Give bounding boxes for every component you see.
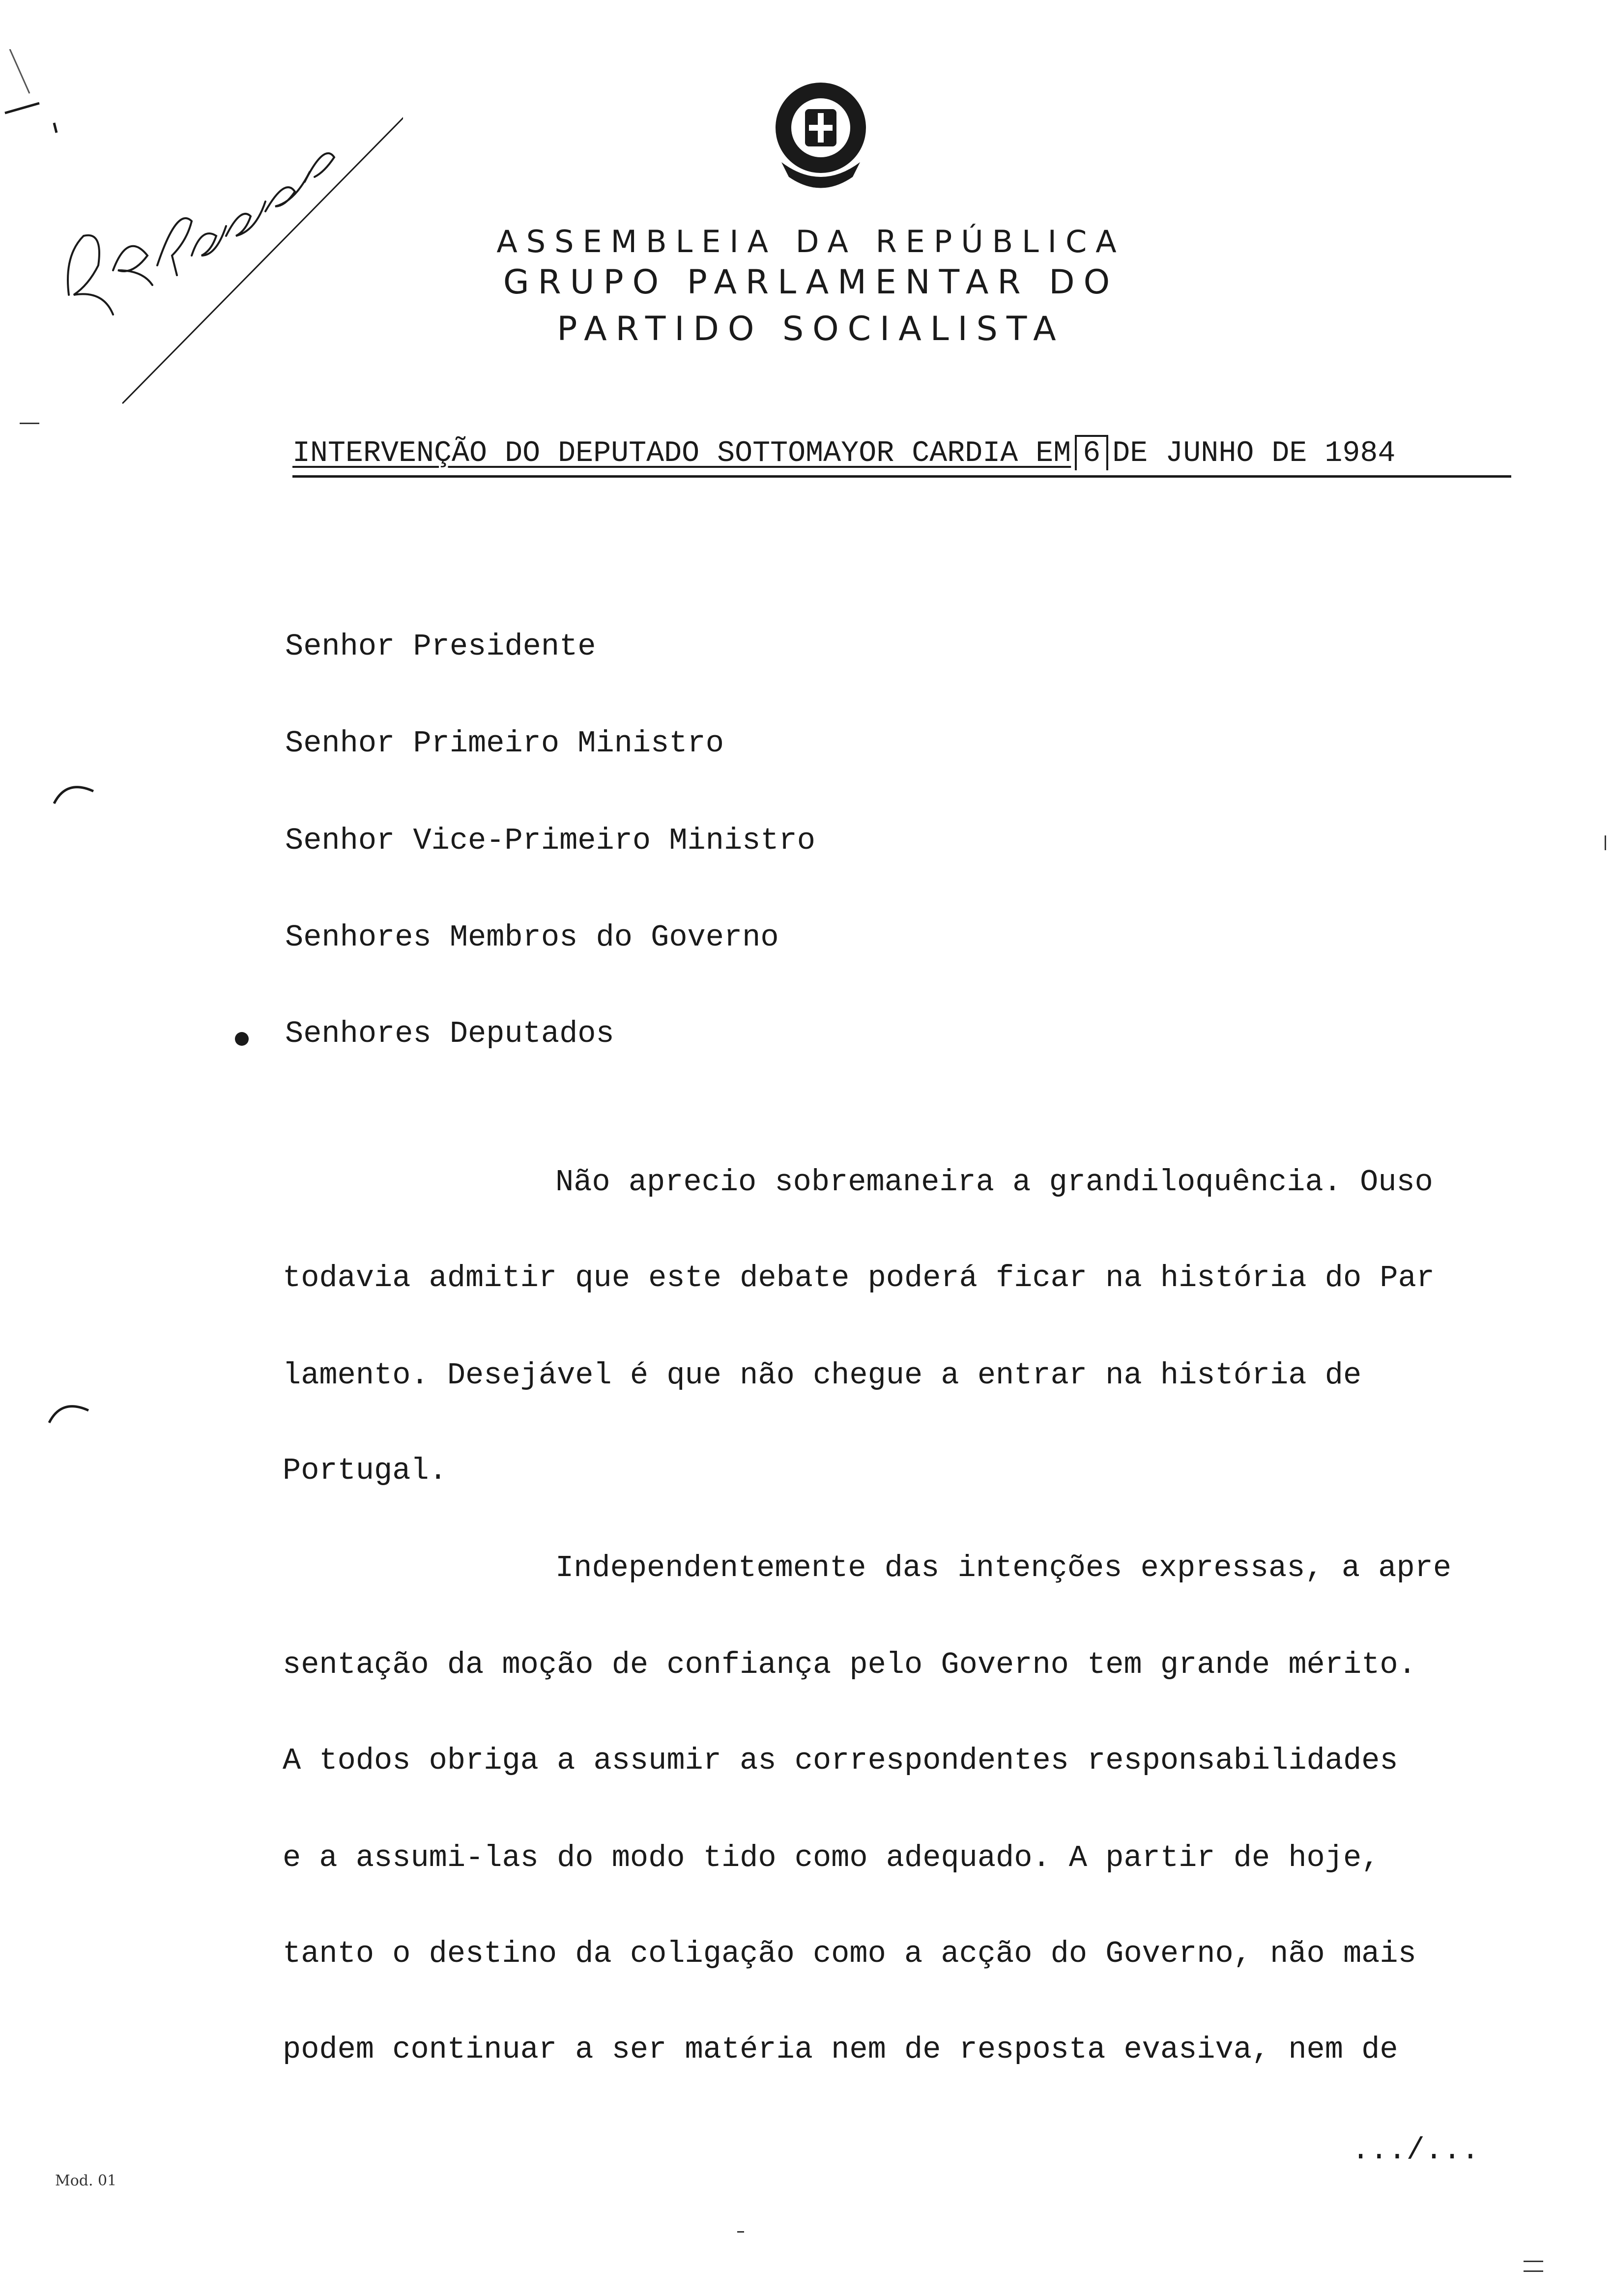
body-line-10: podem continuar a ser matéria nem de resposta evasiva, nem de (283, 2032, 1398, 2067)
salutation-2: Senhor Primeiro Ministro (285, 726, 724, 761)
salutation-5: Senhores Deputados (285, 1016, 614, 1051)
title-part2: DE JUNHO DE 1984 (1112, 437, 1396, 470)
body-line-2: todavia admitir que este debate poderá ficar na história do Par (283, 1261, 1435, 1295)
continuation-mark: .../... (1352, 2133, 1480, 2168)
body-line-9: tanto o destino da coligação como a acção do Governo, não mais (283, 1936, 1416, 1971)
salutation-3: Senhor Vice-Primeiro Ministro (285, 823, 815, 858)
margin-arc-mark (47, 1396, 91, 1425)
salutation-1: Senhor Presidente (285, 629, 596, 664)
scan-mark (1605, 835, 1606, 850)
header-parliamentary-group: GRUPO PARLAMENTAR DO (503, 263, 1119, 302)
header-party: PARTIDO SOCIALISTA (557, 310, 1065, 348)
scan-mark (0, 49, 79, 147)
body-line-8: e a assumi-las do modo tido como adequado. A partir de hoje, (283, 1840, 1380, 1875)
body-line-3: lamento. Desejável é que não chegue a entrar na história de (283, 1358, 1362, 1393)
scan-mark (737, 2231, 744, 2233)
title-day: 6 (1075, 435, 1108, 470)
body-line-7: A todos obriga a assumir as correspondentes responsabilidades (283, 1743, 1398, 1778)
body-line-4: Portugal. (283, 1453, 447, 1488)
margin-arc-mark (52, 776, 96, 806)
scan-mark (1524, 2261, 1543, 2262)
republic-emblem-icon (767, 79, 875, 197)
document-title (292, 435, 1511, 478)
scan-mark (1524, 2270, 1543, 2272)
scan-mark (20, 423, 39, 424)
body-line-5: Independentemente das intenções expressas, a apre (555, 1550, 1452, 1585)
salutation-4: Senhores Membros do Governo (285, 920, 779, 955)
form-code: Mod. 01 (55, 2172, 117, 2189)
header-assembly: ASSEMBLEIA DA REPÚBLICA (496, 224, 1125, 259)
margin-dot (235, 1032, 249, 1046)
title-part1: INTERVENÇÃO DO DEPUTADO SOTTOMAYOR CARDIA EM (292, 437, 1071, 470)
handwritten-signature (29, 108, 403, 413)
body-line-6: sentação da moção de confiança pelo Governo tem grande mérito. (283, 1647, 1416, 1682)
body-line-1: Não aprecio sobremaneira a grandiloquência. Ouso (555, 1165, 1433, 1200)
